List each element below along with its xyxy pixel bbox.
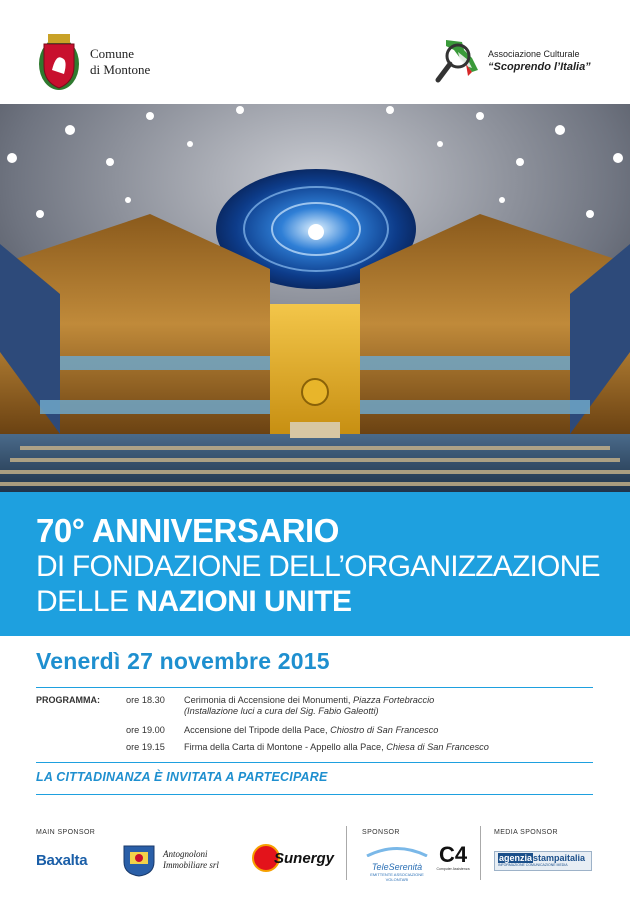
comune-logo (36, 30, 150, 94)
sunergy-text: Sunergy (274, 849, 335, 867)
programma-place: Piazza Fortebraccio (353, 695, 435, 705)
programma-time: ore 18.30 (126, 695, 165, 705)
c4-sub: Computer Assistenza (436, 867, 470, 871)
title-band (0, 492, 630, 636)
c4-mark: C4 (438, 842, 468, 867)
programma-time: ore 19.15 (126, 742, 165, 752)
antognoloni-crest-icon (120, 842, 158, 878)
header (0, 0, 630, 104)
title-line3 (36, 584, 630, 619)
programma-time: ore 19.00 (126, 725, 165, 735)
programma-place: Chiostro di San Francesco (330, 725, 439, 735)
media-sponsor-label: MEDIA SPONSOR (494, 829, 558, 836)
assoc-name: “Scoprendo l’Italia” (488, 61, 591, 73)
agenzia-a: agenzia (499, 853, 533, 863)
agenzia-b: stampaitalia (533, 853, 586, 863)
assoc-line1: Associazione Culturale (488, 49, 580, 59)
invite-text: LA CITTADINANZA È INVITATA A PARTECIPARE (36, 770, 328, 784)
event-date: Venerdì 27 novembre 2015 (36, 648, 330, 674)
programma-label: PROGRAMMA: (36, 695, 100, 705)
programma-desc: Firma della Carta di Montone - Appello alla Pace, (184, 742, 387, 752)
programma-note: (Installazione luci a cura del Sig. Fabio Galeotti) (184, 706, 379, 716)
divider-bottom (36, 794, 593, 795)
antog-line2: Immobiliare srl (163, 860, 219, 870)
agenzia-sub: INFORMAZIONE COMUNICAZIONE MEDIA (498, 863, 568, 867)
associazione-logo (432, 36, 591, 86)
programma-text (184, 695, 604, 717)
title-line1: 70° ANNIVERSARIO (36, 512, 339, 549)
title-line3-prefix: DELLE (36, 585, 137, 618)
title-line3-bold: NAZIONI UNITE (136, 585, 352, 618)
main-sponsor-label: MAIN SPONSOR (36, 829, 96, 836)
title-line2: DI FONDAZIONE DELL’ORGANIZZAZIONE (36, 550, 600, 583)
comune-line1: Comune (90, 46, 135, 61)
teleserenita-sub: EMITTENTE ASSOCIAZIONE VOLONTARI (370, 872, 424, 882)
teleserenita-logo (362, 844, 432, 882)
programma-text (184, 725, 604, 736)
c4-logo (436, 843, 470, 871)
antognoloni-logo (120, 842, 219, 878)
agenzia-stampa-logo (494, 851, 592, 871)
baxalta-logo: Baxalta (36, 852, 88, 869)
teleserenita-name: TeleSerenità (371, 862, 423, 872)
programma-place: Chiesa di San Francesco (386, 742, 489, 752)
sunergy-logo (252, 844, 334, 872)
programma-desc: Cerimonia di Accensione dei Monumenti, (184, 695, 354, 705)
comune-line2: di Montone (90, 62, 151, 77)
teleserenita-arc-icon (365, 845, 429, 857)
media-sponsor-divider (480, 826, 481, 880)
assembly-hall-photo (0, 104, 630, 492)
programma-text (184, 742, 604, 753)
antog-line1: Antognoloni (163, 849, 208, 859)
programma-desc: Accensione del Tripode della Pace, (184, 725, 331, 735)
montone-crest-icon (36, 30, 82, 94)
divider-top (36, 687, 593, 688)
agenzia-name (498, 853, 588, 863)
italy-magnifier-icon (432, 36, 484, 86)
assembly-hall-illustration (0, 104, 630, 492)
divider-middle (36, 762, 593, 763)
sponsor-label: SPONSOR (362, 829, 400, 836)
sponsor-divider (346, 826, 347, 880)
